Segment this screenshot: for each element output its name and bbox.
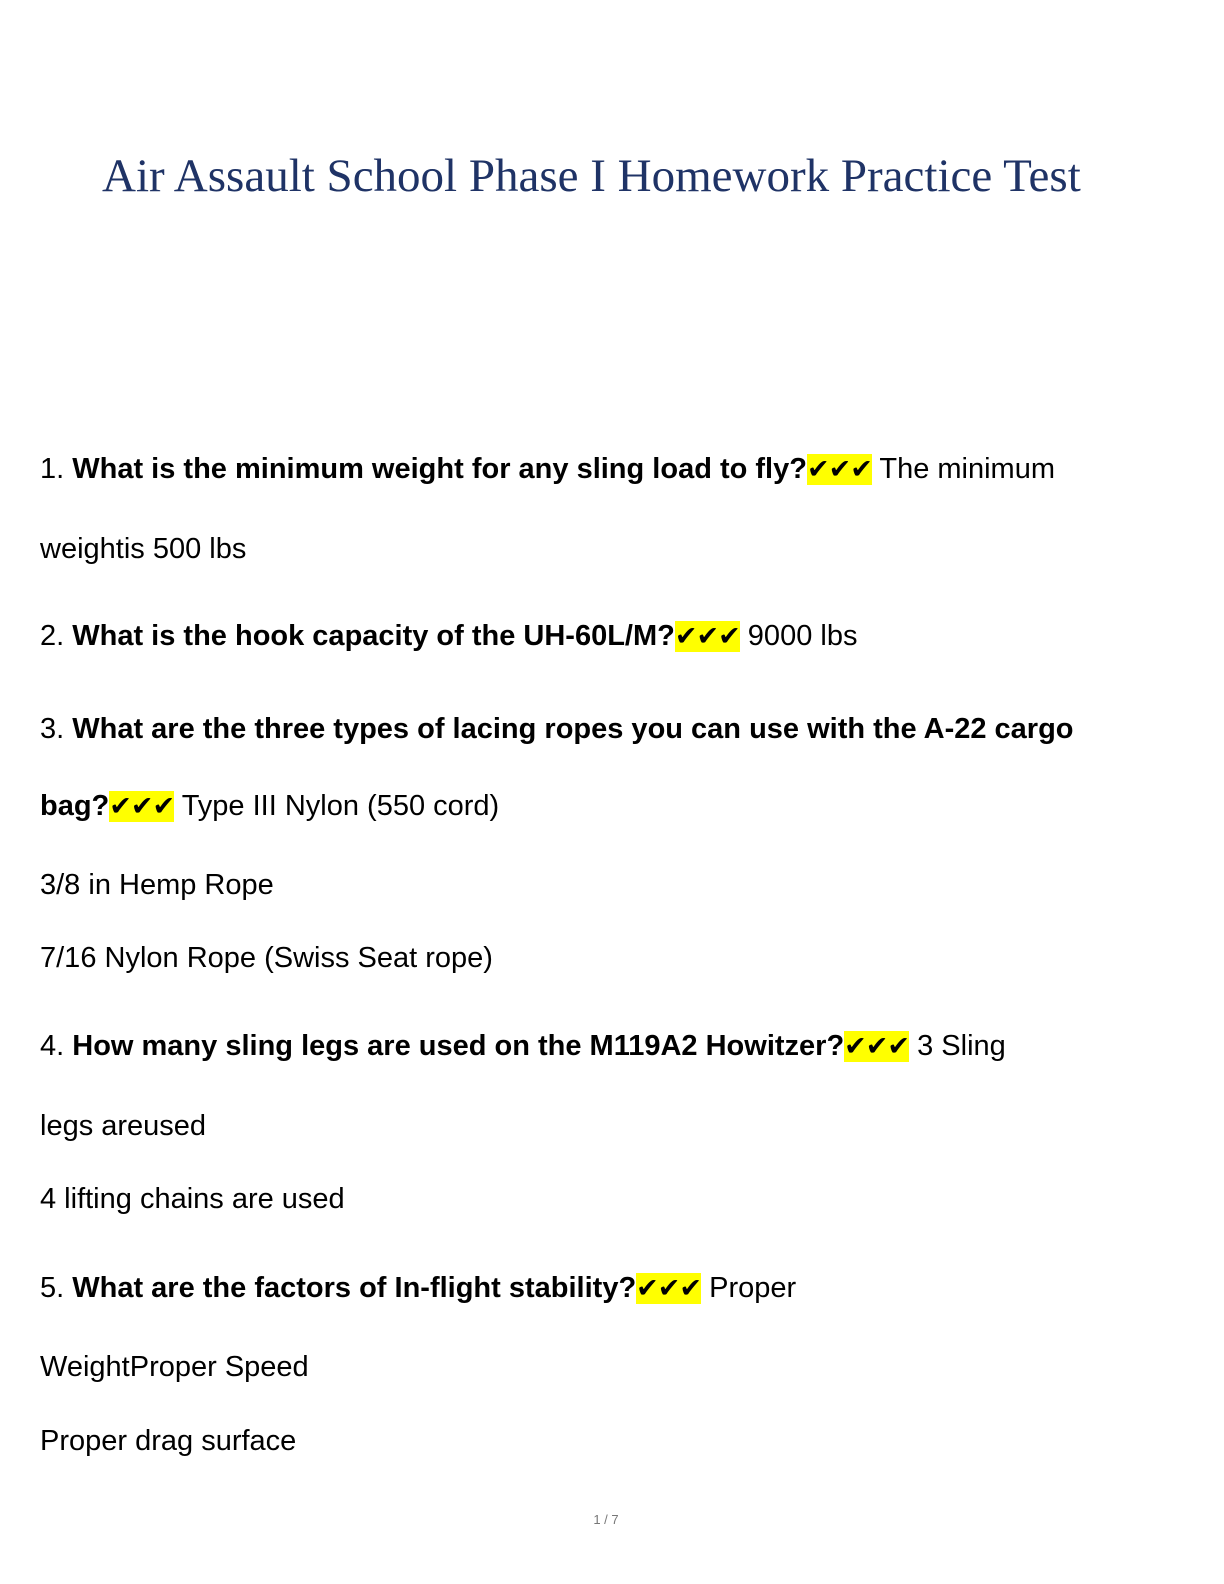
answer-line: weightis 500 lbs	[40, 533, 247, 565]
question-number: 4.	[40, 1030, 73, 1062]
question-number: 1.	[40, 453, 73, 485]
question-number: 5.	[40, 1272, 73, 1304]
question-text: bag?	[40, 790, 110, 822]
checkmarks-icon: ✔✔✔	[109, 791, 175, 822]
answer-line: 3/8 in Hemp Rope	[40, 869, 274, 901]
answer-line: 4 lifting chains are used	[40, 1183, 345, 1215]
question-text: What are the three types of lacing ropes you can use with the A-22 cargo	[72, 713, 1074, 745]
question-text: How many sling legs are used on the M119A2 Howitzer?	[72, 1030, 845, 1062]
document-title: Air Assault School Phase I Homework Practice Test	[102, 150, 1081, 202]
checkmarks-icon: ✔✔✔	[844, 1031, 910, 1062]
checkmarks-icon: ✔✔✔	[806, 454, 872, 485]
answer-line: Proper drag surface	[40, 1425, 297, 1457]
question-4	[40, 1028, 1006, 1065]
checkmarks-icon: ✔✔✔	[674, 621, 740, 652]
answer-line: legs areused	[40, 1110, 207, 1142]
answer-text: 3 Sling	[909, 1030, 1006, 1062]
answer-line: 7/16 Nylon Rope (Swiss Seat rope)	[40, 942, 493, 974]
question-3	[40, 711, 1074, 747]
question-1	[40, 451, 1055, 488]
answer-text: Proper	[701, 1272, 797, 1304]
question-3-continued	[40, 788, 499, 825]
question-2	[40, 618, 857, 655]
question-number: 2.	[40, 620, 73, 652]
question-text: What is the minimum weight for any sling load to fly?	[72, 453, 807, 485]
checkmarks-icon: ✔✔✔	[636, 1273, 702, 1304]
question-5	[40, 1270, 796, 1307]
question-text: What are the factors of In-flight stability?	[72, 1272, 637, 1304]
answer-line: WeightProper Speed	[40, 1351, 309, 1383]
question-number: 3.	[40, 713, 73, 745]
page-number: 1 / 7	[593, 1512, 619, 1527]
answer-text: The minimum	[871, 453, 1056, 485]
question-text: What is the hook capacity of the UH-60L/M?	[72, 620, 675, 652]
answer-text: 9000 lbs	[739, 620, 858, 652]
answer-text: Type III Nylon (550 cord)	[174, 790, 500, 822]
